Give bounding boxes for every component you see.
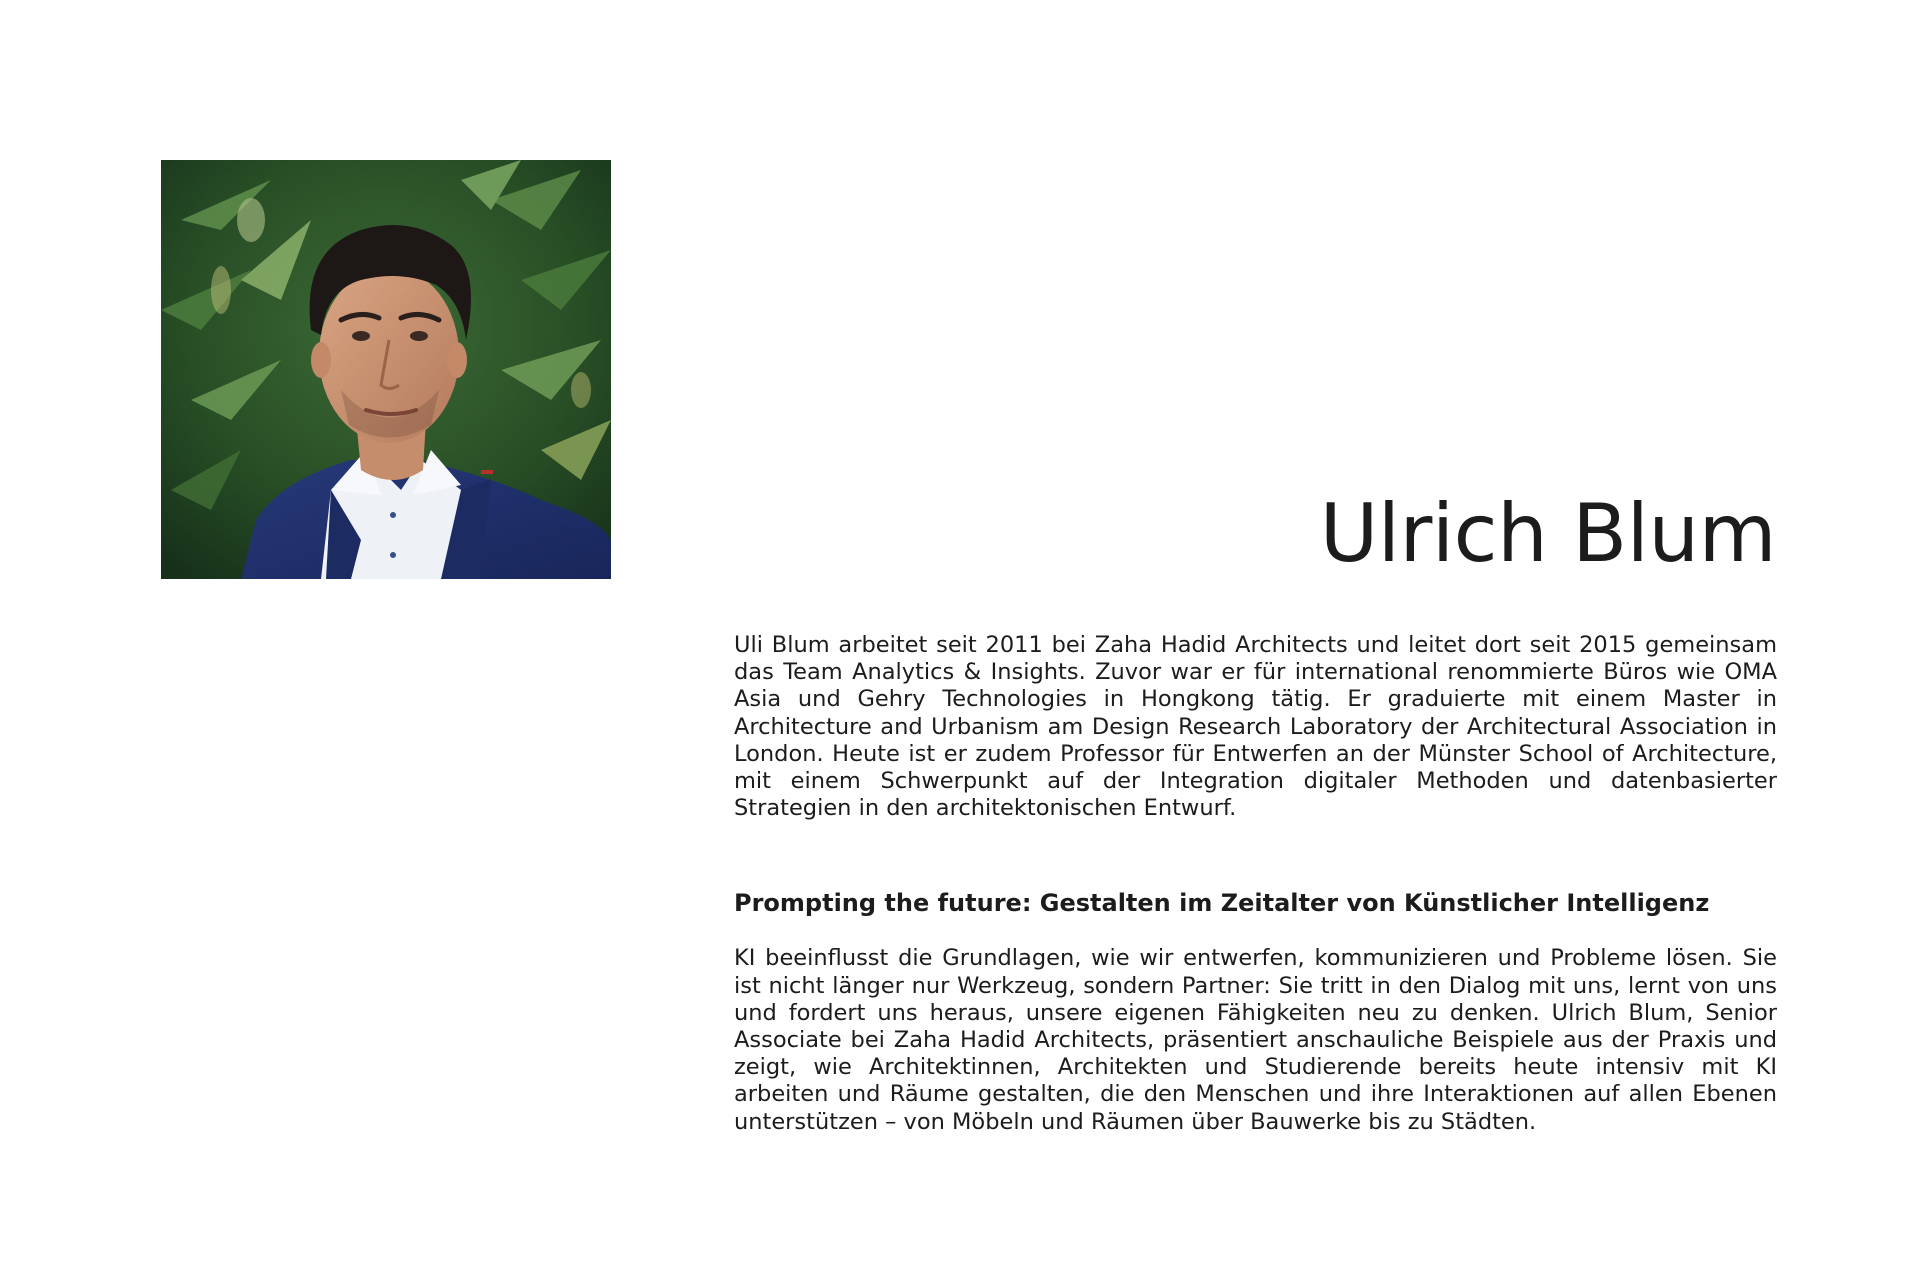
speaker-portrait-image — [161, 160, 611, 579]
talk-abstract: KI beeinflusst die Grundlagen, wie wir entwerfen, kommunizieren und Probleme lösen. Sie ist nicht länger nur Werkzeug, sondern Partner: Sie tritt in den Dialog mit uns, lernt von uns und fordert uns heraus, unsere eigenen Fähigkeiten neu zu denken. Ulrich Blum, Senior Associate bei Zaha Hadid Architects, präsentiert anschauliche Beispiele aus der Praxis und zeigt, wie Architektinnen, Architekten und Studierende bereits heute intensiv mit KI arbeiten und Räume gestalten, die den Menschen und ihre Interaktionen auf allen Ebenen unterstützen – von Möbeln und Räumen über Bauwerke bis zu Städten. — [734, 945, 1777, 1135]
content-column — [734, 632, 1777, 1136]
speaker-bio: Uli Blum arbeitet seit 2011 bei Zaha Hadid Architects und leitet dort seit 2015 gemeinsam das Team Analytics & Insights. Zuvor war er für international renommierte Büros wie OMA Asia und Gehry Technologies in Hongkong tätig. Er graduierte mit einem Master in Architecture and Urbanism am Design Research Laboratory der Architectural Association in London. Heute ist er zudem Professor für Entwerfen an der Münster School of Architecture, mit einem Schwerpunkt auf der Integration digitaler Methoden und datenbasierter Strategien in den architektonischen Entwurf. — [734, 632, 1777, 822]
speaker-portrait — [161, 160, 611, 579]
talk-title: Prompting the future: Gestalten im Zeitalter von Künstlicher Intelligenz — [734, 889, 1710, 918]
speaker-name: Ulrich Blum — [1319, 487, 1776, 580]
